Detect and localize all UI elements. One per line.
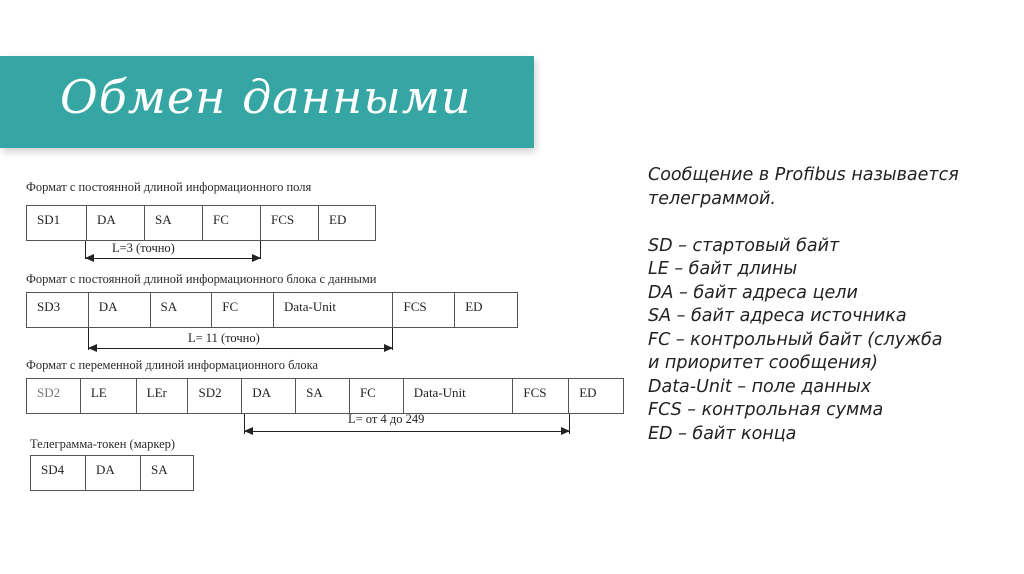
description-block [648, 164, 1008, 446]
format2-cell: DA [89, 293, 151, 327]
format4-label: Телеграмма-токен (маркер) [30, 437, 176, 451]
format4-frame [30, 455, 194, 491]
description-line: FCS – контрольная сумма [648, 400, 884, 420]
format1-cell: DA [87, 206, 145, 240]
format3-cell: FC [350, 379, 404, 413]
format1-cell: FC [203, 206, 261, 240]
format2-cell: Data-Unit [274, 293, 393, 327]
slide-title: Обмен данными [60, 70, 472, 124]
format3-cell: ED [579, 385, 597, 400]
description-line: ED – байт конца [648, 423, 797, 444]
format3-cell: SD2 [27, 379, 81, 413]
format1-cell: ED [329, 212, 347, 227]
format3-cell: DA [242, 379, 296, 413]
description-line: Data-Unit – поле данных [648, 376, 872, 397]
format3-length-label: L= от 4 до 249 [348, 412, 425, 426]
format2-cell: SA [151, 293, 213, 327]
format4-cell: DA [86, 456, 141, 490]
format1-length-label: L=3 (точно) [112, 241, 175, 255]
description-line: DA – байт адреса цели [648, 282, 858, 303]
format2-cell: SD3 [27, 293, 89, 327]
format2-cell: FC [212, 293, 274, 327]
format1-length-arrow [86, 258, 260, 259]
format3-length-arrow [245, 431, 569, 432]
description-line: и приоритет сообщения) [648, 353, 879, 373]
format4-cell: SA [151, 462, 168, 477]
format3-cell: SA [296, 379, 350, 413]
format1-label: Формат с постоянной длиной информационного поля [26, 180, 312, 194]
format2-length-arrow [89, 348, 392, 349]
format4-cell: SD4 [31, 456, 86, 490]
format3-frame [26, 378, 624, 414]
format2-frame [26, 292, 518, 328]
format2-cell: ED [465, 299, 483, 314]
description-line: FC – контрольный байт (служба [648, 329, 943, 350]
description-intro-line: Сообщение в Profibus называется [648, 165, 959, 185]
format3-cell: FCS [513, 379, 569, 413]
format2-cell: FCS [393, 293, 455, 327]
format3-cell: SD2 [188, 379, 242, 413]
format2-length-label: L= 11 (точно) [188, 331, 260, 345]
format3-cell: LE [81, 379, 137, 413]
format3-label: Формат с переменной длиной информационного блока [26, 358, 319, 372]
format3-cell: Data-Unit [404, 379, 514, 413]
description-line: LE – байт длины [648, 259, 798, 279]
description-line: SA – байт адреса источника [648, 306, 907, 326]
description-intro-line: телеграммой. [648, 188, 776, 209]
description-spacer [648, 211, 1008, 235]
format2-label: Формат с постоянной длиной информационного блока с данными [26, 272, 377, 286]
format1-frame [26, 205, 376, 241]
format3-cell: LEr [137, 379, 189, 413]
format1-cell: SA [145, 206, 203, 240]
format1-cell: FCS [261, 206, 319, 240]
format1-cell: SD1 [27, 206, 87, 240]
description-line: SD – стартовый байт [648, 235, 840, 256]
